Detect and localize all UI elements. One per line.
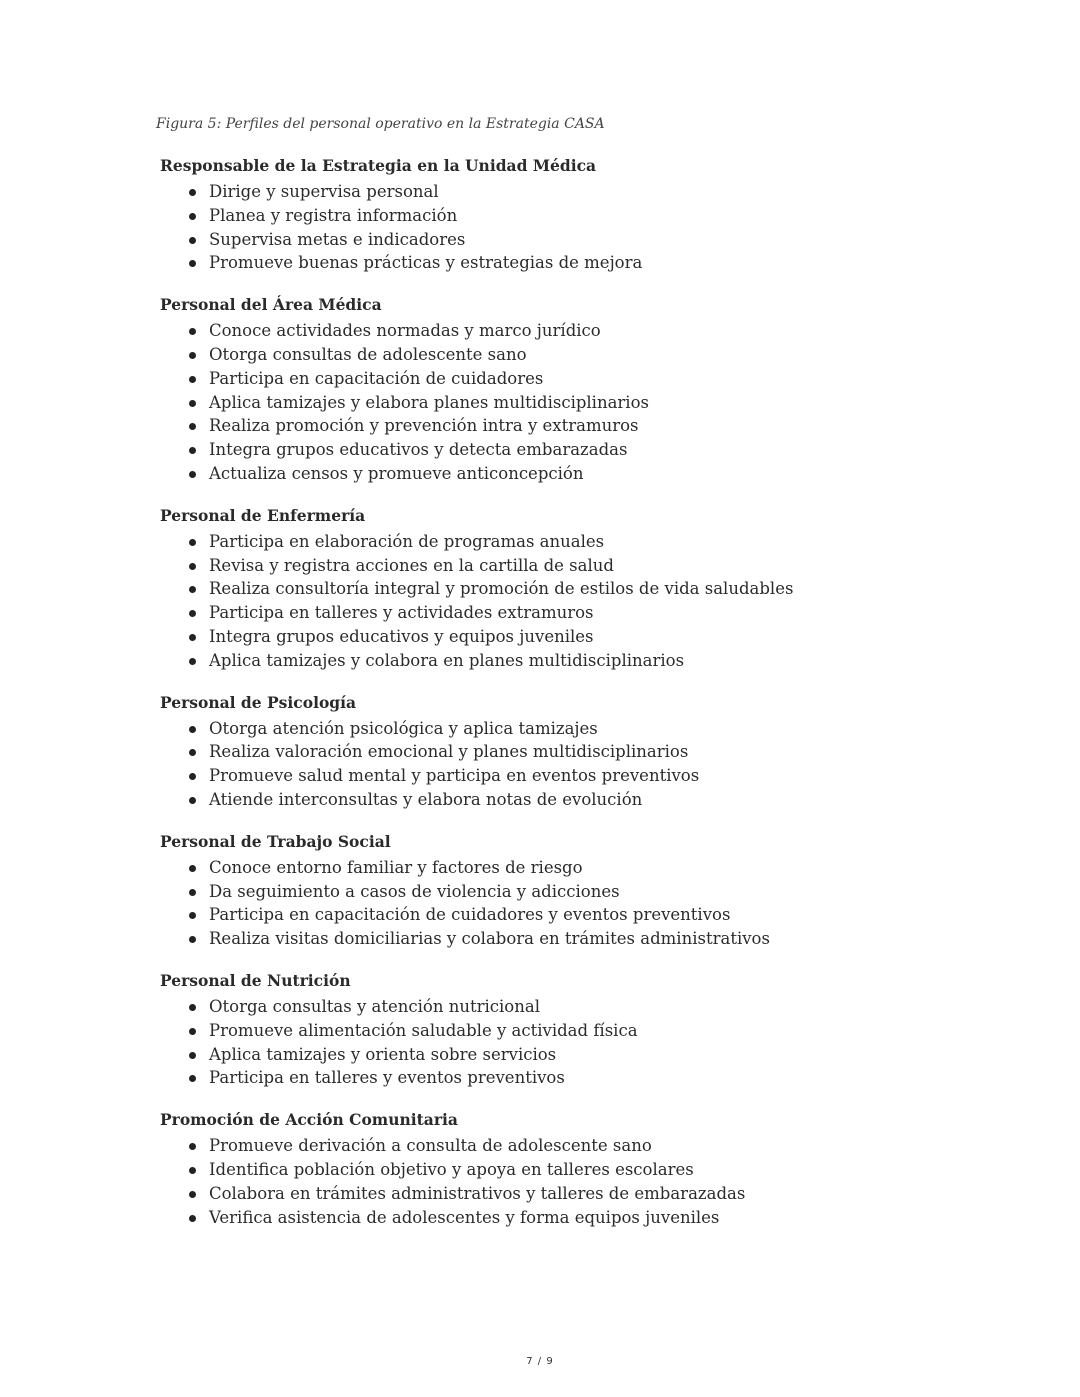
list-item-text: Promueve alimentación saludable y actividad física: [209, 1020, 638, 1040]
list-item-text: Participa en capacitación de cuidadores y eventos preventivos: [209, 905, 731, 925]
list-item: [160, 995, 1020, 1019]
bullet-icon: [189, 352, 196, 359]
list-item: [160, 856, 1020, 880]
list-item-text: Planea y registra información: [209, 205, 458, 225]
list-item: [160, 530, 1020, 554]
bullet-list: [160, 856, 1020, 951]
section-title: Personal de Trabajo Social: [160, 831, 391, 851]
list-item: [160, 343, 1020, 367]
list-item-text: Identifica población objetivo y apoya en talleres escolares: [209, 1159, 694, 1179]
profile-section: [160, 155, 1020, 275]
section-title: Personal de Psicología: [160, 692, 357, 712]
list-item-text: Actualiza censos y promueve anticoncepción: [209, 463, 584, 483]
list-item-text: Participa en talleres y actividades extramuros: [209, 603, 594, 623]
bullet-list: [160, 717, 1020, 812]
bullet-icon: [189, 634, 196, 641]
section-title: Personal de Enfermería: [160, 505, 366, 525]
list-item-text: Dirige y supervisa personal: [209, 182, 439, 201]
bullet-icon: [189, 1167, 196, 1174]
list-item-text: Verifica asistencia de adolescentes y forma equipos juveniles: [209, 1207, 720, 1227]
list-item-text: Realiza promoción y prevención intra y extramuros: [209, 416, 639, 436]
section-title: Responsable de la Estrategia en la Unidad Médica: [160, 156, 597, 175]
list-item: [160, 367, 1020, 391]
list-item: [160, 1066, 1020, 1090]
bullet-icon: [189, 1143, 196, 1150]
list-item-text: Conoce entorno familiar y factores de riesgo: [209, 857, 583, 877]
bullet-icon: [189, 447, 196, 454]
bullet-icon: [189, 563, 196, 570]
list-item-text: Otorga atención psicológica y aplica tamizajes: [209, 718, 598, 738]
profile-section: [160, 505, 1020, 673]
list-item: [160, 462, 1020, 486]
bullet-icon: [189, 1028, 196, 1035]
list-item: [160, 228, 1020, 252]
list-item: [160, 1019, 1020, 1043]
list-item: [160, 649, 1020, 673]
bullet-icon: [189, 865, 196, 872]
list-item-text: Integra grupos educativos y equipos juveniles: [209, 626, 594, 646]
list-item: [160, 251, 1020, 275]
list-item: [160, 788, 1020, 812]
bullet-list: [160, 530, 1020, 673]
bullet-icon: [189, 376, 196, 383]
list-item: [160, 1134, 1020, 1158]
bullet-icon: [189, 423, 196, 430]
list-item-text: Promueve buenas prácticas y estrategias de mejora: [209, 253, 643, 273]
list-item: [160, 880, 1020, 904]
list-item: [160, 554, 1020, 578]
bullet-icon: [189, 328, 196, 335]
list-item-text: Promueve salud mental y participa en eventos preventivos: [209, 766, 700, 786]
list-item-text: Aplica tamizajes y elabora planes multidisciplinarios: [209, 392, 649, 412]
list-item: [160, 577, 1020, 601]
bullet-list: [160, 995, 1020, 1090]
list-item-text: Promueve derivación a consulta de adolescente sano: [209, 1136, 652, 1156]
list-item: [160, 927, 1020, 951]
bullet-icon: [189, 610, 196, 617]
list-item: [160, 1043, 1020, 1067]
bullet-icon: [189, 1052, 196, 1059]
list-item: [160, 1206, 1020, 1230]
list-item-text: Participa en elaboración de programas anuales: [209, 531, 605, 551]
list-item-text: Otorga consultas y atención nutricional: [209, 996, 540, 1016]
section-title: Personal del Área Médica: [160, 295, 382, 315]
list-item-text: Colabora en trámites administrativos y talleres de embarazadas: [209, 1183, 746, 1203]
list-item: [160, 740, 1020, 764]
list-item-text: Realiza visitas domiciliarias y colabora en trámites administrativos: [209, 929, 770, 949]
page-number: 7 / 9: [526, 1356, 554, 1367]
list-item: [160, 319, 1020, 343]
bullet-icon: [189, 749, 196, 756]
list-item: [160, 903, 1020, 927]
bullet-icon: [189, 936, 196, 943]
bullet-icon: [189, 797, 196, 804]
list-item-text: Da seguimiento a casos de violencia y adicciones: [209, 881, 620, 901]
list-item-text: Realiza valoración emocional y planes multidisciplinarios: [209, 742, 689, 762]
bullet-icon: [189, 213, 196, 220]
profile-section: [160, 294, 1020, 486]
list-item: [160, 601, 1020, 625]
bullet-icon: [189, 889, 196, 896]
list-item-text: Realiza consultoría integral y promoción de estilos de vida saludables: [209, 579, 794, 599]
profiles-list: [160, 155, 1020, 1248]
bullet-icon: [189, 189, 196, 196]
bullet-icon: [189, 912, 196, 919]
section-title: Personal de Nutrición: [160, 970, 351, 990]
bullet-icon: [189, 260, 196, 267]
list-item-text: Aplica tamizajes y colabora en planes multidisciplinarios: [209, 650, 685, 670]
list-item-text: Supervisa metas e indicadores: [209, 229, 466, 249]
list-item-text: Participa en capacitación de cuidadores: [209, 368, 544, 388]
list-item: [160, 1182, 1020, 1206]
bullet-icon: [189, 237, 196, 244]
list-item: [160, 391, 1020, 415]
bullet-icon: [189, 726, 196, 733]
list-item: [160, 438, 1020, 462]
list-item: [160, 180, 1020, 204]
bullet-icon: [189, 1004, 196, 1011]
bullet-icon: [189, 658, 196, 665]
bullet-list: [160, 319, 1020, 486]
bullet-icon: [189, 1215, 196, 1222]
list-item: [160, 764, 1020, 788]
profile-section: [160, 1109, 1020, 1229]
list-item: [160, 204, 1020, 228]
list-item-text: Atiende interconsultas y elabora notas de evolución: [209, 789, 643, 809]
list-item-text: Otorga consultas de adolescente sano: [209, 344, 527, 364]
bullet-icon: [189, 773, 196, 780]
profile-section: [160, 831, 1020, 951]
bullet-list: [160, 1134, 1020, 1229]
list-item: [160, 414, 1020, 438]
bullet-icon: [189, 471, 196, 478]
bullet-icon: [189, 1191, 196, 1198]
list-item-text: Participa en talleres y eventos preventivos: [209, 1068, 565, 1088]
list-item: [160, 717, 1020, 741]
list-item-text: Aplica tamizajes y orienta sobre servicios: [209, 1044, 557, 1064]
figure-caption: Figura 5: Perfiles del personal operativo en la Estrategia CASA: [156, 116, 605, 132]
section-title: Promoción de Acción Comunitaria: [160, 1110, 458, 1130]
list-item-text: Revisa y registra acciones en la cartilla de salud: [209, 555, 614, 575]
bullet-list: [160, 180, 1020, 275]
list-item-text: Conoce actividades normadas y marco jurídico: [209, 321, 601, 341]
bullet-icon: [189, 1075, 196, 1082]
profile-section: [160, 692, 1020, 812]
list-item-text: Integra grupos educativos y detecta embarazadas: [209, 440, 628, 460]
bullet-icon: [189, 539, 196, 546]
bullet-icon: [189, 400, 196, 407]
list-item: [160, 625, 1020, 649]
bullet-icon: [189, 586, 196, 593]
profile-section: [160, 970, 1020, 1090]
list-item: [160, 1158, 1020, 1182]
